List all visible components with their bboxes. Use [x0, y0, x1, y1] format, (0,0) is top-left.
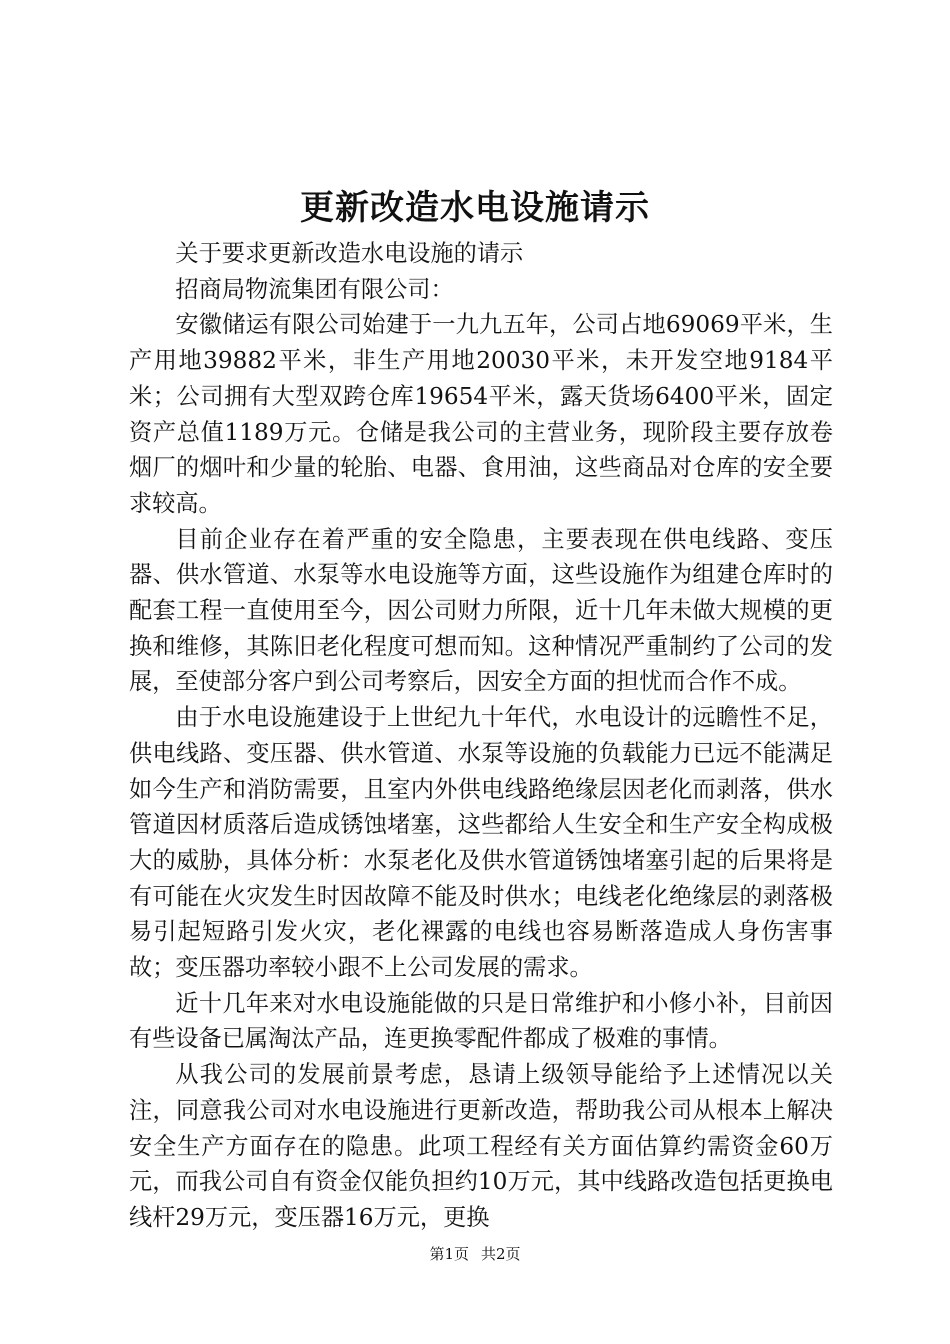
- page-footer: [0, 1243, 950, 1265]
- paragraph-request: 从我公司的发展前景考虑，恳请上级领导能给予上述情况以关注，同意我公司对水电设施进行更新改造，帮助我公司从根本上解决安全生产方面存在的隐患。此项工程经有关方面估算约需资金60万元，而我公司自有资金仅能负担约10万元，其中线路改造包括更换电线杆29万元，变压器16万元，更换: [129, 1061, 833, 1231]
- page-number: 第1页: [429, 1245, 469, 1263]
- paragraph-subject: 关于要求更新改造水电设施的请示: [175, 240, 524, 267]
- paragraph-recipient: 招商局物流集团有限公司：: [175, 275, 454, 303]
- paragraph-analysis: 由于水电设施建设于上世纪九十年代，水电设计的远瞻性不足，供电线路、变压器、供水管道、水泵等设施的负载能力已远不能满足如今生产和消防需要，且室内外供电线路绝缘层因老化而剥落，供水管道因材质落后造成锈蚀堵塞，这些都给人生安全和生产安全构成极大的威胁，具体分析：水泵老化及供水管道锈蚀堵塞引起的后果将是有可能在火灾发生时因故障不能及时供水；电线老化绝缘层的剥落极易引起短路引发火灾，老化裸露的电线也容易断落造成人身伤害事故；变压器功率较小跟不上公司发展的需求。: [129, 704, 833, 982]
- document-body: [129, 236, 833, 1236]
- page-total: 共2页: [481, 1245, 521, 1263]
- paragraph-company-overview: 安徽储运有限公司始建于一九九五年，公司占地69069平米，生产用地39882平米，非生产用地20030平米，未开发空地9184平米；公司拥有大型双跨仓库19654平米，露天货场6400平米，固定资产总值1189万元。仓储是我公司的主营业务，现阶段主要存放卷烟厂的烟叶和少量的轮胎、电器、食用油，这些商品对仓库的安全要求较高。: [129, 311, 833, 517]
- document-title: 更新改造水电设施请示: [300, 188, 650, 228]
- paragraph-maintenance: 近十几年来对水电设施能做的只是日常维护和小修小补，目前因有些设备已属淘汰产品，连更换零配件都成了极难的事情。: [129, 989, 833, 1053]
- paragraph-safety-hazards: 目前企业存在着严重的安全隐患，主要表现在供电线路、变压器、供水管道、水泵等水电设施等方面，这些设施作为组建仓库时的配套工程一直使用至今，因公司财力所限，近十几年未做大规模的更换和维修，其陈旧老化程度可想而知。这种情况严重制约了公司的发展，至使部分客户到公司考察后，因安全方面的担忧而合作不成。: [129, 525, 833, 696]
